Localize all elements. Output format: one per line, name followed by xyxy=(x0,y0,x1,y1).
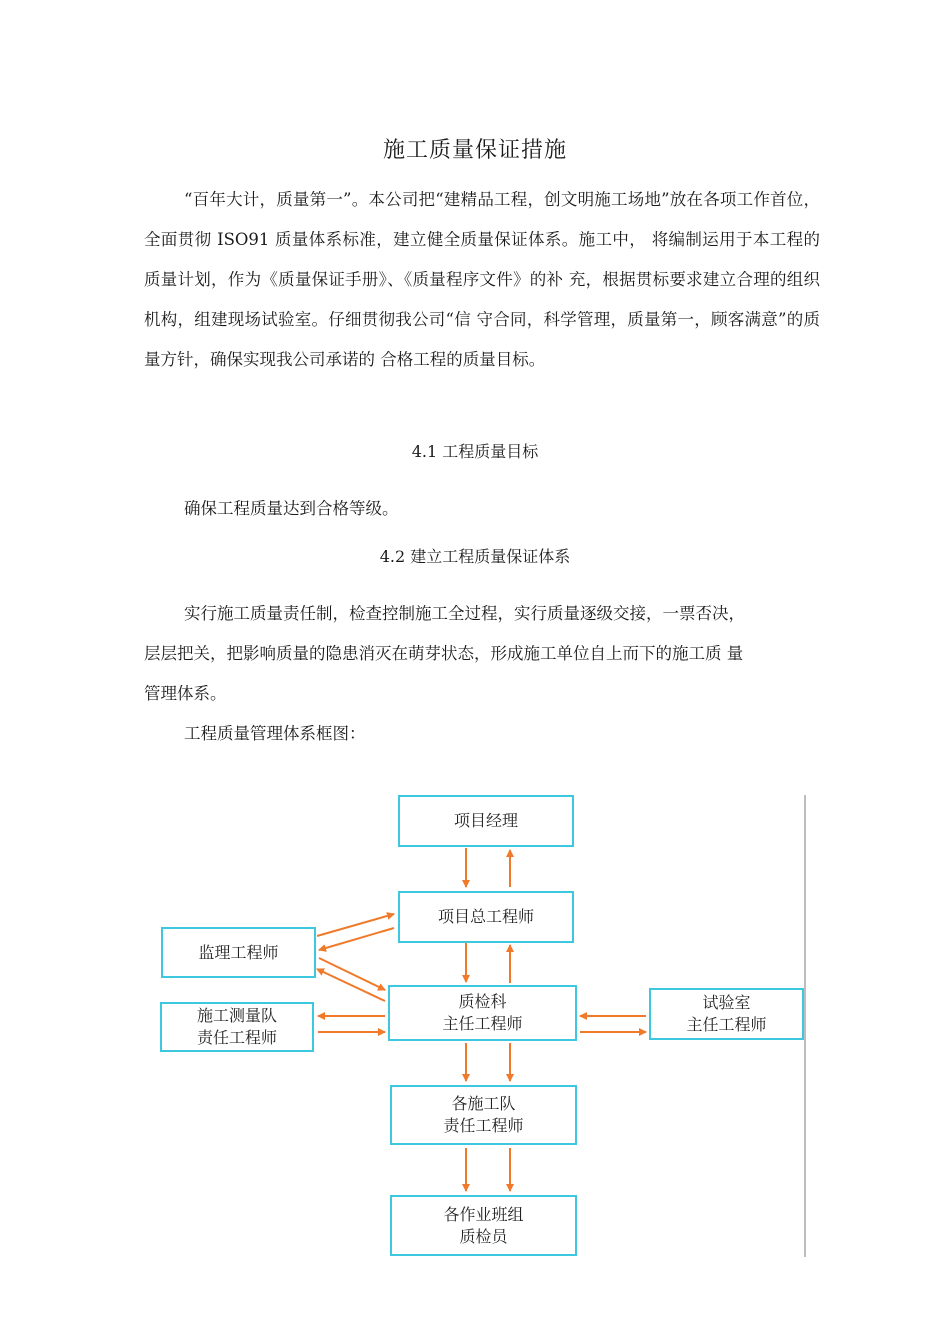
section-4-2-line-1: 实行施工质量责任制，检查控制施工全过程，实行质量逐级交接，一票否决， xyxy=(184,604,745,623)
box-work-crews xyxy=(390,1195,577,1256)
section-heading-4-2: 4.2 建立工程质量保证体系 xyxy=(379,547,571,566)
label-survey-team-line1: 施工测量队 xyxy=(196,1006,277,1025)
intro-paragraph: “百年大计，质量第一”。本公司把“建精品工程，创文明施工场地”放在各项工作首位，全面贯彻 ISO91 质量体系标准，建立健全质量保证体系。施工中， 将编制运用于本工程的质量计划，作为《质量保证手册》、《质量程序文件》的补 充，根据贯标要求建立合理的组织机构，组建现场试验室。仔细贯彻我公司“信 守合同，科学管理，质量第一，顾客满意”的质量方针，确保实现我公司承诺的 合格工程的质量目标。 xyxy=(144,190,820,369)
label-lab-line1: 试验室 xyxy=(702,993,751,1012)
box-supervisor xyxy=(161,927,316,978)
label-chief-engineer: 项目总工程师 xyxy=(437,907,534,926)
label-teams-line2: 责任工程师 xyxy=(443,1116,524,1135)
box-lab xyxy=(649,988,804,1040)
label-teams-line1: 各施工队 xyxy=(451,1094,516,1113)
box-construction-teams xyxy=(390,1085,577,1145)
label-crews-line1: 各作业班组 xyxy=(443,1204,524,1224)
label-lab-line2: 主任工程师 xyxy=(686,1015,767,1034)
label-qc-dept-line2: 主任工程师 xyxy=(442,1014,523,1033)
label-survey-team-line2: 责任工程师 xyxy=(196,1028,277,1047)
label-qc-dept-line1: 质检科 xyxy=(458,992,507,1011)
arrow-supervisor-to-chief xyxy=(317,914,394,936)
section-heading-4-1: 4.1 工程质量目标 xyxy=(411,442,539,461)
box-project-manager xyxy=(398,795,574,847)
chart-caption: 工程质量管理体系框图： xyxy=(184,724,366,743)
section-4-2-line-2: 层层把关，把影响质量的隐患消灭在萌芽状态，形成施工单位自上而下的施工质 量 xyxy=(144,644,744,663)
box-chief-engineer xyxy=(398,891,574,943)
section-4-2-line-3: 管理体系。 xyxy=(144,684,227,703)
label-project-manager: 项目经理 xyxy=(453,811,518,830)
box-survey-team xyxy=(160,1002,314,1052)
section-4-1-text: 确保工程质量达到合格等级。 xyxy=(184,499,399,518)
label-supervisor: 监理工程师 xyxy=(198,942,279,962)
label-crews-line2: 质检员 xyxy=(459,1226,508,1246)
page-title: 施工质量保证措施 xyxy=(382,138,567,163)
box-qc-dept xyxy=(388,985,577,1041)
